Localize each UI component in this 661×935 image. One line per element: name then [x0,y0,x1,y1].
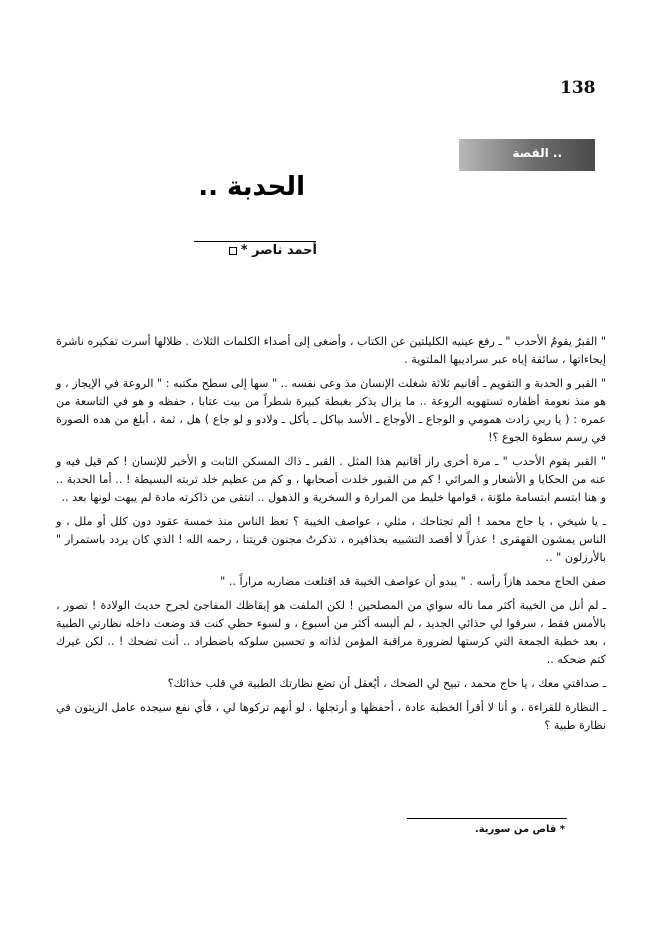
author-name: أحمد ناصر * [240,243,317,258]
paragraph-8: ـ النظارة للقراءة ، و أنا لا أقرأ الخطبة عادة ، أحفظها و أرتجلها . لو أنهم تركوها لي ، فأي نفع سيجده عامل الزيتون في نظارة طبية ؟ [56,701,606,732]
paragraph-6: ـ لم أنل من الخيبة أكثر مما ناله سواي من المصلحين ! لكن الملفت هو إيقاظك المفاجئ لجرح حديث الولادة ! تصور ، بالأمس فقط ، سرقوا لي حذائي الجديد ، لم ألبسه أكثر من أسبوع ، و لسوء حظي كنت قد وضعت داخله نظارتي الطبية ، بعد خطبة الجمعة التي كرستها لضرورة مراقبة المؤمن لذاته و تحسين سلوكه باضطراد .. أنت تضحك ! .. لكن غيرك كتم ضحكه .. [56,599,606,666]
story-title: الحدبة .. [198,172,305,202]
paragraph-4: ـ يا شيخي ، يا حاج محمد ! ألم تجتاحك ، مثلي ، عواصف الخيبة ؟ تعظ الناس منذ خمسة عقود دون كلل أو ملل ، و الناس يمشون القهقرى ! عذراً لا أقصد التشبيه بحذافيره ، تذكرتُ مجنون قريتنا ، رحمه الله ! الذي كان يردد باستمرار " بالأرزلون " .. [56,515,606,564]
footnote: * قاص من سورية. [474,824,565,835]
checkbox-square-icon [229,247,237,255]
author-byline [229,243,317,258]
paragraph-1: " القبرُ يقومُ الأحدب " ـ رفع عينيه الكليلتين عن الكتاب ، وأصغى إلى أصداء الكلمات الثلاث . ظلالها أسرت تفكيره ناشرة إيحاءاتها ، سائقة إياه عبر سراديبها الملتوية . [56,335,606,366]
section-banner [459,139,595,171]
section-label: القصة .. [512,146,562,160]
paragraph-5: صفن الحاج محمد هازاً رأسه . " يبدو أن عواصف الخيبة قد اقتلعت مضاربه مراراً .. " [220,575,606,588]
footnote-rule [407,818,567,819]
paragraph-3: " القبر يقوم الأحدب " ـ مرة أخرى راز أقانيم هذا المثل . القبر ـ ذاك المسكن الثابت و الأخير للإنسان ! كم قيل فيه و عنه من الحكايا و الأشعار و المراثي ! كم من القبور خلدت أصحابها ، و كم من عظيم خلد تربته البسيطة ! .. أما الحدبة .. و هنا ابتسم ابتسامة ملوّنة ، قوامها خليط من المرارة و السخرية و الذهول .. انتقى من ذاكرته مادة لم يبهت لونها بعد .. [56,455,606,504]
story-body [56,333,606,741]
paragraph-7: ـ صداقتي معك ، يا حاج محمد ، تبيح لي الضحك ، أيُعقل أن تضع نظارتك الطبية في قلب حذائك؟ [167,677,606,690]
paragraph-2: " القبر و الحدبة و التقويم ـ أقانيم ثلاثة شغلت الإنسان مذ وعى نفسه .. " سها إلى سطح مكتبه : " الروعة في الإيجاز ، و هو منذ نعومة أظفاره تستهويه الروعة .. ما يزال يذكر بغبطة كبيرة شطراً من بيت عتابا ، حفظه و هو في التاسعة من عمره : ( يا ربي زادت همومي و الوجاع ـ الأوجاع ـ الأسد بياكل ـ يأكل ـ ولادو و لو جاع ) هل ، ثمة ، أبلغ من هده الصورة في رسم سطوة الجوع ؟! [56,377,606,444]
page-number: 138 [560,78,596,98]
author-rule [194,241,316,242]
